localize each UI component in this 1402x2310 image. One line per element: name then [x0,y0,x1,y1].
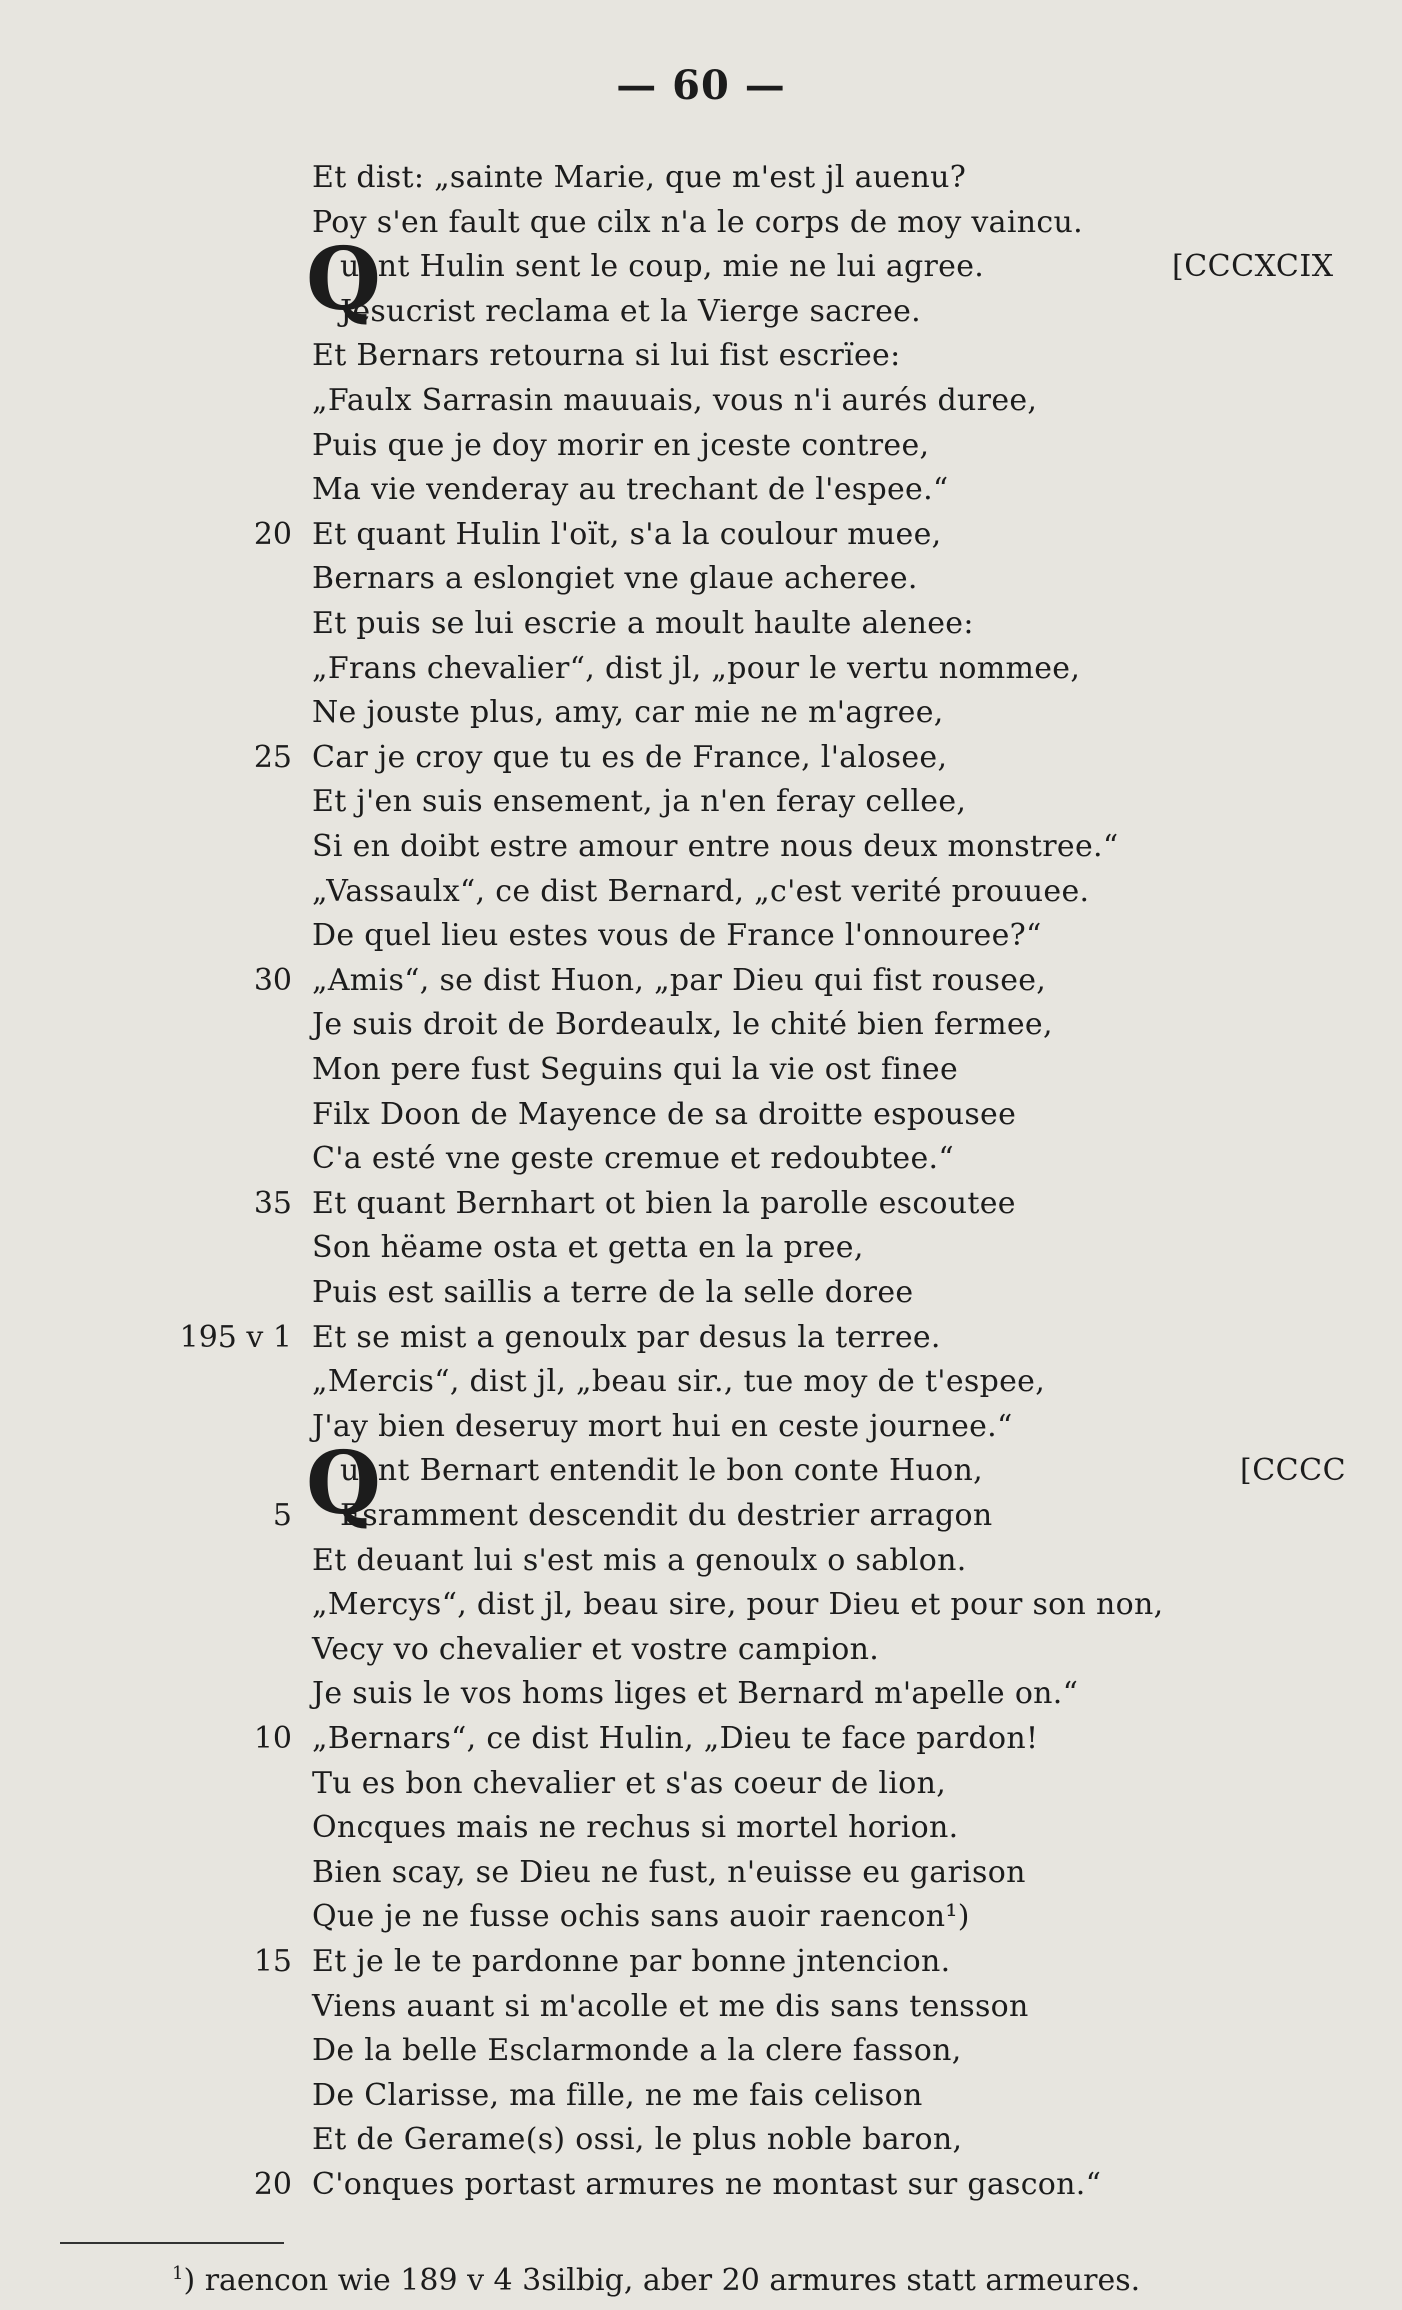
verse-text: Je suis le vos homs liges et Bernard m'apelle on.“ [312,1676,1079,1712]
verse-text: „Amis“, se dist Huon, „par Dieu qui fist rousee, [312,962,1047,998]
verse-text: De la belle Esclarmonde a la clere fasson, [312,2033,962,2069]
verse-line [0,870,1402,914]
verse-text: Oncques mais ne rechus si mortel horion. [312,1810,959,1846]
verse-line [0,1762,1402,1806]
line-number: 195 v 1 [179,1319,292,1355]
verse-line [0,1628,1402,1672]
verse-text: Et je le te pardonne par bonne jntencion. [312,1944,951,1979]
verse-text: uant Hulin sent le coup, mie ne lui agree. [340,249,985,285]
verse-line [0,1003,1402,1047]
verse-line [0,1449,1402,1493]
verse-line [0,1048,1402,1092]
footnote-text: ) raencon wie 189 v 4 3silbig, aber 20 armures statt armeures. [183,2263,1141,2298]
line-number: 35 [253,1185,292,1221]
verse-line [0,1539,1402,1583]
verse-line [0,959,1402,1003]
page-number: — 60 — [616,62,786,109]
verse-text: Et se mist a genoulx par desus la terree. [312,1319,941,1355]
verse-line [0,1360,1402,1404]
verse-text: Et quant Bernhart ot bien la parolle escoutee [312,1185,1016,1221]
verse-line [0,1226,1402,1270]
line-number: 10 [253,1721,292,1756]
verse-text: Et de Gerame(s) ossi, le plus noble baron, [312,2122,963,2158]
verse-line [0,468,1402,512]
verse-text: Et Bernars retourna si lui fist escrïee: [312,338,901,374]
verse-text: De Clarisse, ma fille, ne me fais celison [312,2077,923,2113]
verse-text: Jesucrist reclama et la Vierge sacree. [340,293,922,329]
verse-text: Et deuant lui s'est mis a genoulx o sablon. [312,1542,967,1578]
verse-line [0,1583,1402,1627]
verse-text: „Frans chevalier“, dist jl, „pour le vertu nommee, [312,650,1081,686]
verse-line [0,424,1402,468]
verse-text: Et j'en suis ensement, ja n'en feray cellee, [312,784,967,820]
verse-text: Que je ne fusse ochis sans auoir raencon¹) [312,1899,970,1935]
verse-line [0,780,1402,824]
verse-line [0,602,1402,646]
verse-text: C'a esté vne geste cremue et redoubtee.“ [312,1141,954,1177]
verse-text: Et puis se lui escrie a moult haulte alenee: [312,606,974,641]
footnote-divider [60,2242,284,2244]
verse-line [0,1940,1402,1984]
verse-line [0,691,1402,735]
line-number: 15 [253,1944,292,1979]
verse-line [0,736,1402,780]
line-number: 20 [253,2167,292,2202]
verse-text: „Faulx Sarrasin mauuais, vous n'i aurés duree, [312,383,1038,418]
verse-text: Filx Doon de Mayence de sa droitte espousee [312,1096,1017,1132]
verse-text: uant Bernart entendit le bon conte Huon, [340,1453,983,1489]
verse-line [0,245,1402,289]
verse-text: De quel lieu estes vous de France l'onnouree?“ [312,918,1042,954]
verse-line [0,2074,1402,2118]
verse-text: C'onques portast armures ne montast sur gascon.“ [312,2167,1102,2202]
verse-text: Puis est saillis a terre de la selle doree [312,1275,914,1310]
verse-line [0,156,1402,200]
verse-line [0,1806,1402,1850]
verse-line [0,2163,1402,2207]
verse-text: Mon pere fust Seguins qui la vie ost finee [312,1052,958,1087]
verse-text: Viens auant si m'acolle et me dis sans tensson [312,1988,1029,2024]
verse-text: „Vassaulx“, ce dist Bernard, „c'est verité prouuee. [312,873,1090,909]
verse-line [0,1093,1402,1137]
dropcap-q-1: Q [306,229,381,331]
verse-line [0,334,1402,378]
verse-text: Vecy vo chevalier et vostre campion. [312,1631,880,1667]
verse-line [0,1717,1402,1761]
verse-line [0,557,1402,601]
verse-line [0,201,1402,245]
line-number: 20 [253,516,292,552]
verse-line [0,1494,1402,1538]
verse-text: Et quant Hulin l'oït, s'a la coulour muee, [312,516,942,552]
verse-line [0,1895,1402,1939]
verse-text: Puis que je doy morir en jceste contree, [312,427,930,463]
verse-line [0,1316,1402,1360]
margin-note: [CCCC [1240,1453,1347,1489]
verse-text: Ma vie venderay au trechant de l'espee.“ [312,472,949,508]
verse-text: „Bernars“, ce dist Hulin, „Dieu te face pardon! [312,1721,1039,1756]
footnote-marker: 1 [172,2263,184,2284]
verse-line [0,825,1402,869]
verse-line [0,379,1402,423]
verse-text: J'ay bien deseruy mort hui en ceste journee.“ [312,1408,1013,1444]
footnote [172,2254,1140,2301]
verse-text: Ne jouste plus, amy, car mie ne m'agree, [312,695,944,731]
verse-text: Esramment descendit du destrier arragon [340,1498,993,1533]
verse-line [0,1985,1402,2029]
verse-line [0,1182,1402,1226]
verse-text: Car je croy que tu es de France, l'alosee, [312,739,948,775]
verse-text: Et dist: „sainte Marie, que m'est jl auenu? [312,160,967,195]
margin-note: [CCCXCIX [1172,249,1334,285]
verse-line [0,1137,1402,1181]
verse-text: „Mercys“, dist jl, beau sire, pour Dieu et pour son non, [312,1587,1164,1623]
verse-line [0,2029,1402,2073]
verse-line [0,2118,1402,2162]
verse-text: Son hëame osta et getta en la pree, [312,1230,864,1266]
verse-line [0,1271,1402,1315]
verse-line [0,1672,1402,1716]
verse-text: Si en doibt estre amour entre nous deux monstree.“ [312,829,1119,864]
verse-text: „Mercis“, dist jl, „beau sir., tue moy de t'espee, [312,1364,1046,1400]
verse-line [0,914,1402,958]
line-number: 25 [253,739,292,775]
line-number: 5 [272,1498,292,1533]
dropcap-q-2: Q [306,1433,381,1535]
verse-text: Je suis droit de Bordeaulx, le chité bien fermee, [312,1007,1053,1043]
line-number: 30 [253,962,292,998]
verse-text: Bien scay, se Dieu ne fust, n'euisse eu garison [312,1854,1026,1890]
verse-text: Tu es bon chevalier et s'as coeur de lion, [312,1765,947,1801]
verse-line [0,1405,1402,1449]
verse-line [0,290,1402,334]
verse-line [0,513,1402,557]
verse-text: Poy s'en fault que cilx n'a le corps de moy vaincu. [312,204,1083,240]
verse-text: Bernars a eslongiet vne glaue acheree. [312,561,918,597]
verse-line [0,1851,1402,1895]
verse-line [0,647,1402,691]
